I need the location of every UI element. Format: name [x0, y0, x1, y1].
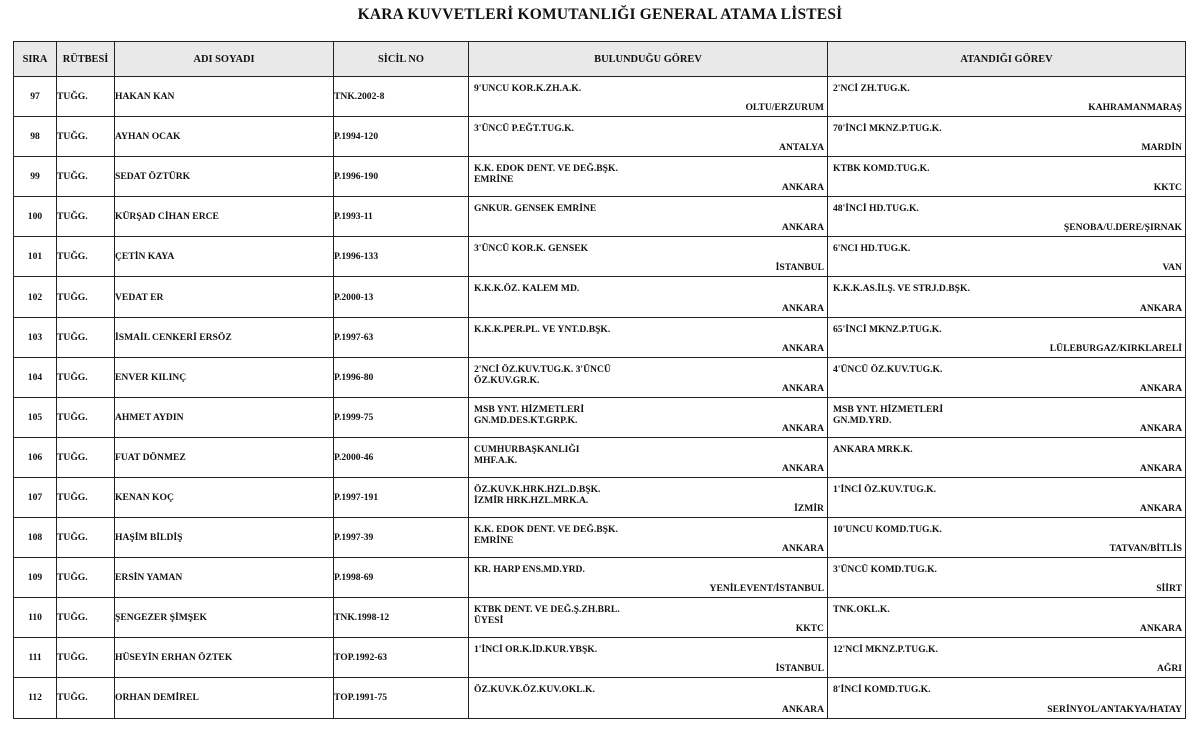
row-atandigi-gorev — [828, 357, 1186, 397]
row-sicil-no: P.1997-39 — [334, 518, 469, 558]
row-rutbe: TUĞG. — [57, 397, 115, 437]
new-location: SİİRT — [1156, 583, 1182, 595]
row-rutbe: TUĞG. — [57, 317, 115, 357]
current-unit: KTBK DENT. VE DEĞ.Ş.ZH.BRL. ÜYESİ — [474, 604, 620, 627]
row-rutbe: TUĞG. — [57, 518, 115, 558]
row-sira: 97 — [14, 77, 57, 117]
row-sicil-no: P.1993-11 — [334, 197, 469, 237]
current-unit: CUMHURBAŞKANLIĞI MHF.A.K. — [474, 443, 580, 466]
row-atandigi-gorev — [828, 317, 1186, 357]
row-rutbe: TUĞG. — [57, 558, 115, 598]
row-atandigi-gorev — [828, 477, 1186, 517]
current-unit: K.K. EDOK DENT. VE DEĞ.BŞK. EMRİNE — [474, 163, 618, 186]
row-atandigi-gorev — [828, 558, 1186, 598]
row-sira: 111 — [14, 638, 57, 678]
current-unit: 1'İNCİ OR.K.İD.KUR.YBŞK. — [474, 644, 598, 656]
new-unit: 70'İNCİ MKNZ.P.TUG.K. — [833, 123, 942, 135]
table-row — [14, 397, 1186, 437]
current-location: İSTANBUL — [775, 663, 824, 675]
new-unit: 48'İNCİ HD.TUG.K. — [833, 203, 919, 215]
row-rutbe: TUĞG. — [57, 277, 115, 317]
row-sicil-no: TOP.1991-75 — [334, 678, 469, 718]
header-ad-soyadi: ADI SOYADI — [115, 42, 334, 77]
new-unit: 2'NCİ ZH.TUG.K. — [833, 83, 910, 94]
row-sira: 98 — [14, 117, 57, 157]
new-unit: TNK.OKL.K. — [833, 604, 890, 616]
new-unit: 6'NCI HD.TUG.K. — [833, 243, 911, 255]
row-bulundugu-gorev — [469, 237, 828, 277]
current-location: YENİLEVENT/İSTANBUL — [709, 583, 824, 595]
current-location: ANKARA — [781, 543, 824, 555]
row-rutbe: TUĞG. — [57, 237, 115, 277]
new-unit: 10'UNCU KOMD.TUG.K. — [833, 524, 942, 536]
current-unit: 9'UNCU KOR.K.ZH.A.K. — [474, 83, 582, 94]
current-location: ANKARA — [781, 182, 824, 194]
row-ad-soyadi: KÜRŞAD CİHAN ERCE — [115, 197, 334, 237]
new-location: KKTC — [1153, 182, 1182, 194]
table-row — [14, 477, 1186, 517]
row-sicil-no: P.2000-13 — [334, 277, 469, 317]
new-location: ANKARA — [1139, 462, 1182, 474]
new-location: ANKARA — [1139, 422, 1182, 434]
row-bulundugu-gorev — [469, 157, 828, 197]
row-atandigi-gorev — [828, 157, 1186, 197]
row-bulundugu-gorev — [469, 117, 828, 157]
row-bulundugu-gorev — [469, 77, 828, 117]
row-atandigi-gorev — [828, 638, 1186, 678]
row-ad-soyadi: HÜSEYİN ERHAN ÖZTEK — [115, 638, 334, 678]
row-rutbe: TUĞG. — [57, 477, 115, 517]
current-unit: 2'NCİ ÖZ.KUV.TUG.K. 3'ÜNCÜ ÖZ.KUV.GR.K. — [474, 363, 611, 386]
row-sira: 112 — [14, 678, 57, 718]
current-location: ANKARA — [781, 382, 824, 394]
row-sicil-no: P.1994-120 — [334, 117, 469, 157]
row-ad-soyadi: KENAN KOÇ — [115, 477, 334, 517]
new-unit: K.K.K.AS.İLŞ. VE STRJ.D.BŞK. — [833, 283, 970, 295]
current-unit: ÖZ.KUV.K.HRK.HZL.D.BŞK. İZMİR HRK.HZL.MRK.A. — [474, 483, 601, 506]
row-atandigi-gorev — [828, 678, 1186, 718]
table-row — [14, 638, 1186, 678]
row-atandigi-gorev — [828, 598, 1186, 638]
table-row — [14, 237, 1186, 277]
new-unit: 1'İNCİ ÖZ.KUV.TUG.K. — [833, 483, 936, 495]
row-sicil-no: P.1996-80 — [334, 357, 469, 397]
row-atandigi-gorev — [828, 397, 1186, 437]
row-atandigi-gorev — [828, 237, 1186, 277]
row-atandigi-gorev — [828, 277, 1186, 317]
current-unit: K.K.K.ÖZ. KALEM MD. — [474, 283, 580, 295]
table-row — [14, 598, 1186, 638]
new-location: ANKARA — [1139, 382, 1182, 394]
row-ad-soyadi: ÇETİN KAYA — [115, 237, 334, 277]
row-sicil-no: P.1996-190 — [334, 157, 469, 197]
row-bulundugu-gorev — [469, 397, 828, 437]
row-sira: 105 — [14, 397, 57, 437]
row-bulundugu-gorev — [469, 598, 828, 638]
current-unit: 3'ÜNCÜ P.EĞT.TUG.K. — [474, 123, 574, 135]
row-sicil-no: P.1997-63 — [334, 317, 469, 357]
table-row — [14, 157, 1186, 197]
current-location: ANTALYA — [779, 142, 824, 154]
row-sira: 110 — [14, 598, 57, 638]
new-location: LÜLEBURGAZ/KIRKLARELİ — [1049, 342, 1182, 354]
new-unit: 65'İNCİ MKNZ.P.TUG.K. — [833, 323, 942, 335]
row-ad-soyadi: VEDAT ER — [115, 277, 334, 317]
row-ad-soyadi: AYHAN OCAK — [115, 117, 334, 157]
row-ad-soyadi: İSMAİL CENKERİ ERSÖZ — [115, 317, 334, 357]
row-ad-soyadi: AHMET AYDIN — [115, 397, 334, 437]
row-bulundugu-gorev — [469, 518, 828, 558]
header-atandigi-gorev: ATANDIĞI GÖREV — [828, 42, 1186, 77]
new-location: AĞRI — [1156, 663, 1182, 675]
current-location: İSTANBUL — [775, 262, 824, 274]
row-rutbe: TUĞG. — [57, 598, 115, 638]
new-location: ANKARA — [1139, 302, 1182, 314]
appointment-table — [13, 41, 1186, 719]
table-row — [14, 317, 1186, 357]
row-sira: 101 — [14, 237, 57, 277]
table-row — [14, 117, 1186, 157]
table-row — [14, 277, 1186, 317]
row-sira: 107 — [14, 477, 57, 517]
row-sicil-no: P.1997-191 — [334, 477, 469, 517]
current-unit: ÖZ.KUV.K.ÖZ.KUV.OKL.K. — [474, 684, 595, 696]
row-bulundugu-gorev — [469, 678, 828, 718]
row-ad-soyadi: ERSİN YAMAN — [115, 558, 334, 598]
new-location: MARDİN — [1141, 142, 1182, 154]
row-sira: 109 — [14, 558, 57, 598]
row-bulundugu-gorev — [469, 477, 828, 517]
row-rutbe: TUĞG. — [57, 357, 115, 397]
table-row — [14, 197, 1186, 237]
row-ad-soyadi: ENVER KILINÇ — [115, 357, 334, 397]
row-sicil-no: TNK.2002-8 — [334, 77, 469, 117]
current-location: OLTU/ERZURUM — [745, 102, 824, 114]
row-rutbe: TUĞG. — [57, 117, 115, 157]
row-rutbe: TUĞG. — [57, 638, 115, 678]
row-atandigi-gorev — [828, 518, 1186, 558]
new-location: ŞENOBA/U.DERE/ŞIRNAK — [1063, 222, 1182, 234]
new-location: ANKARA — [1139, 623, 1182, 635]
new-location: KAHRAMANMARAŞ — [1088, 102, 1182, 114]
current-location: ANKARA — [781, 302, 824, 314]
new-unit: 4'ÜNCÜ ÖZ.KUV.TUG.K. — [833, 363, 943, 375]
current-location: ANKARA — [781, 703, 824, 715]
current-unit: K.K.K.PER.PL. VE YNT.D.BŞK. — [474, 323, 611, 335]
row-sicil-no: P.2000-46 — [334, 437, 469, 477]
table-header-row — [14, 42, 1186, 77]
new-unit: 8'İNCİ KOMD.TUG.K. — [833, 684, 931, 696]
current-unit: 3'ÜNCÜ KOR.K. GENSEK — [474, 243, 589, 255]
row-ad-soyadi: SEDAT ÖZTÜRK — [115, 157, 334, 197]
table-row — [14, 437, 1186, 477]
row-bulundugu-gorev — [469, 638, 828, 678]
row-sicil-no: P.1999-75 — [334, 397, 469, 437]
row-ad-soyadi: HAŞİM BİLDİŞ — [115, 518, 334, 558]
row-ad-soyadi: FUAT DÖNMEZ — [115, 437, 334, 477]
row-atandigi-gorev — [828, 437, 1186, 477]
table-row — [14, 357, 1186, 397]
row-sira: 104 — [14, 357, 57, 397]
row-bulundugu-gorev — [469, 357, 828, 397]
new-unit: 3'ÜNCÜ KOMD.TUG.K. — [833, 564, 937, 576]
current-location: ANKARA — [781, 222, 824, 234]
row-bulundugu-gorev — [469, 277, 828, 317]
table-row — [14, 518, 1186, 558]
row-sicil-no: TOP.1992-63 — [334, 638, 469, 678]
table-row — [14, 558, 1186, 598]
row-bulundugu-gorev — [469, 317, 828, 357]
row-ad-soyadi: HAKAN KAN — [115, 77, 334, 117]
header-rutbe: RÜTBESİ — [57, 42, 115, 77]
row-ad-soyadi: ORHAN DEMİREL — [115, 678, 334, 718]
row-sira: 103 — [14, 317, 57, 357]
new-unit: MSB YNT. HİZMETLERİ GN.MD.YRD. — [833, 403, 944, 426]
current-location: KKTC — [795, 623, 824, 635]
current-unit: MSB YNT. HİZMETLERİ GN.MD.DES.KT.GRP.K. — [474, 403, 585, 426]
header-sicil-no: SİCİL NO — [334, 42, 469, 77]
current-location: ANKARA — [781, 462, 824, 474]
row-atandigi-gorev — [828, 77, 1186, 117]
header-sira: SIRA — [14, 42, 57, 77]
row-sira: 100 — [14, 197, 57, 237]
current-unit: GNKUR. GENSEK EMRİNE — [474, 203, 597, 215]
row-bulundugu-gorev — [469, 197, 828, 237]
row-sicil-no: P.1996-133 — [334, 237, 469, 277]
current-location: İZMİR — [794, 503, 824, 515]
row-ad-soyadi: ŞENGEZER ŞİMŞEK — [115, 598, 334, 638]
new-unit: 12'NCİ MKNZ.P.TUG.K. — [833, 644, 938, 656]
row-sira: 99 — [14, 157, 57, 197]
row-sira: 106 — [14, 437, 57, 477]
current-location: ANKARA — [781, 422, 824, 434]
new-unit: ANKARA MRK.K. — [833, 443, 913, 455]
row-bulundugu-gorev — [469, 437, 828, 477]
new-location: TATVAN/BİTLİS — [1109, 543, 1182, 555]
current-location: ANKARA — [781, 342, 824, 354]
header-bulundugu-gorev: BULUNDUĞU GÖREV — [469, 42, 828, 77]
row-sicil-no: TNK.1998-12 — [334, 598, 469, 638]
row-rutbe: TUĞG. — [57, 77, 115, 117]
table-row — [14, 678, 1186, 718]
row-atandigi-gorev — [828, 117, 1186, 157]
row-bulundugu-gorev — [469, 558, 828, 598]
current-unit: K.K. EDOK DENT. VE DEĞ.BŞK. EMRİNE — [474, 524, 618, 547]
new-location: VAN — [1162, 262, 1182, 274]
row-rutbe: TUĞG. — [57, 437, 115, 477]
row-rutbe: TUĞG. — [57, 678, 115, 718]
table-row — [14, 77, 1186, 117]
row-rutbe: TUĞG. — [57, 157, 115, 197]
row-sicil-no: P.1998-69 — [334, 558, 469, 598]
row-sira: 102 — [14, 277, 57, 317]
new-unit: KTBK KOMD.TUG.K. — [833, 163, 930, 175]
document-title: KARA KUVVETLERİ KOMUTANLIĞI GENERAL ATAMA LİSTESİ — [357, 6, 843, 23]
row-atandigi-gorev — [828, 197, 1186, 237]
row-sira: 108 — [14, 518, 57, 558]
new-location: SERİNYOL/ANTAKYA/HATAY — [1047, 703, 1182, 715]
row-rutbe: TUĞG. — [57, 197, 115, 237]
new-location: ANKARA — [1139, 503, 1182, 515]
current-unit: KR. HARP ENS.MD.YRD. — [474, 564, 585, 576]
